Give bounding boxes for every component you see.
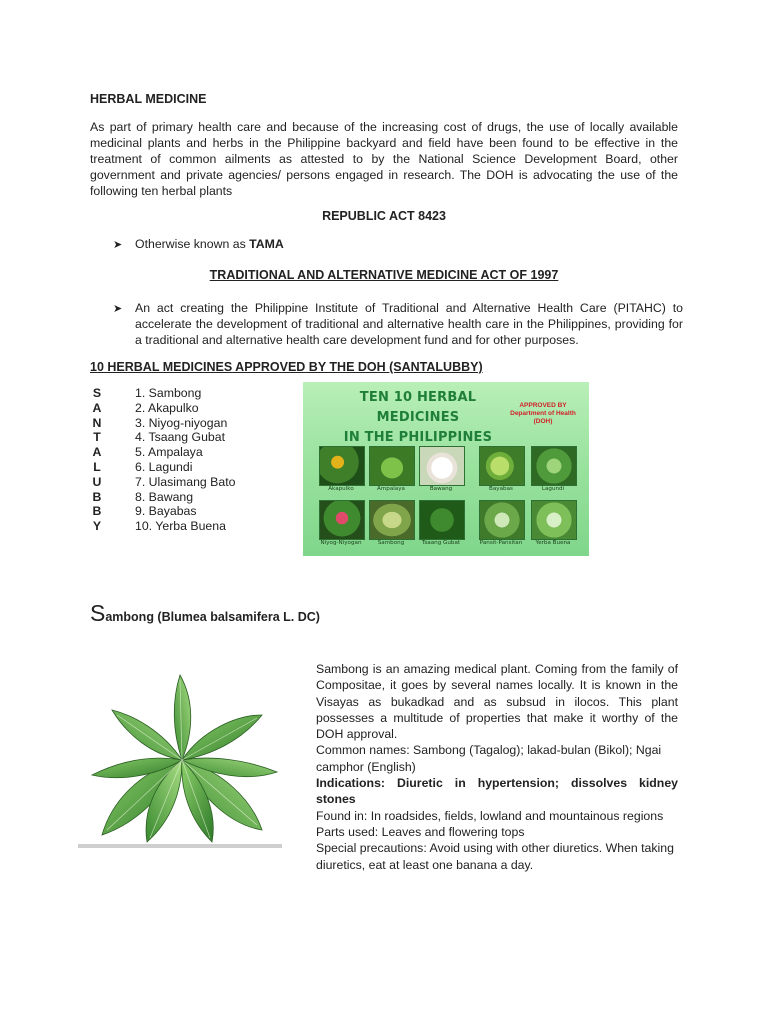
poster-approved-badge: APPROVED BY Department of Health (DOH) — [510, 402, 576, 425]
sambong-common-names: Common names: Sambong (Tagalog); lakad-bulan (Bikol); Ngai camphor (English) — [316, 743, 662, 774]
arrow-bullet-icon: ➤ — [113, 303, 123, 315]
sambong-parts-used: Parts used: Leaves and flowering tops — [316, 824, 525, 839]
bayabas-photo — [479, 446, 525, 486]
acronym-letter: L — [93, 459, 101, 474]
tama-bold: TAMA — [249, 237, 284, 251]
poster-label: Pansit-Pansitan — [479, 540, 523, 546]
republic-act-heading: REPUBLIC ACT 8423 — [322, 209, 446, 223]
acronym-letter: S — [92, 386, 102, 400]
acronym-letter: U — [92, 474, 102, 489]
act-title: TRADITIONAL AND ALTERNATIVE MEDICINE ACT OF 1997 — [209, 268, 559, 282]
bawang-photo — [419, 446, 465, 486]
herb-list-item: 4. Tsaang Gubat — [135, 430, 226, 445]
poster-label: Bawang — [429, 486, 453, 492]
herbal-poster-image — [303, 382, 589, 556]
sambong-description — [316, 661, 678, 873]
poster-label: Tsaang Gubat — [421, 540, 461, 546]
herb-list-item: 5. Ampalaya — [135, 445, 203, 460]
sambong-intro: Sambong is an amazing medical plant. Coming from the family of Compositae, it goes by several names locally. It is known in the Visayas as bukadkad and as subsud in ilocos. This plant possesses a multitude of properties that make it worthy of the DOH approval. — [316, 662, 678, 742]
poster-title: TEN 10 HERBAL MEDICINES IN THE PHILIPPINES — [343, 390, 493, 445]
intro-paragraph: As part of primary health care and because of the increasing cost of drugs, the use of locally available medicinal plants and herbs in the Philippine backyard and field have been found to be effective in the treatment of common ailments as attested to by the National Science Development Board, other government and private agencies/ persons engaged in research. The DOH is advocating the use of the following ten herbal plants — [90, 120, 678, 198]
herb-list-item: 3. Niyog-niyogan — [135, 415, 228, 430]
yerba-buena-photo — [531, 500, 577, 540]
pansit-pansitan-photo — [479, 500, 525, 540]
sambong-indications: Indications: Diuretic in hypertension; dissolves kidney stones — [316, 776, 678, 807]
herb-list-item: 7. Ulasimang Bato — [135, 474, 236, 489]
bullet-tama-text: Otherwise known as TAMA — [135, 237, 284, 251]
herb-list-item: 2. Akapulko — [135, 400, 199, 415]
herb-list-item: 6. Lagundi — [135, 459, 193, 474]
poster-label: Yerba Buena — [535, 540, 571, 546]
page-title: HERBAL MEDICINE — [90, 92, 207, 106]
ten-herbs-heading: 10 HERBAL MEDICINES APPROVED BY THE DOH (SANTALUBBY) — [90, 360, 483, 374]
acronym-letter: A — [92, 445, 102, 460]
poster-label: Akapulko — [328, 486, 354, 492]
herb-list-item: 8. Bawang — [135, 489, 194, 504]
arrow-bullet-icon: ➤ — [113, 239, 123, 251]
herb-list-item: 10. Yerba Buena — [135, 519, 226, 534]
ampalaya-photo — [369, 446, 415, 486]
sambong-heading — [90, 600, 320, 627]
acronym-letter: N — [92, 415, 102, 430]
poster-label: Ampalaya — [377, 486, 405, 492]
sambong-found-in: Found in: In roadsides, fields, lowland and mountainous regions — [316, 808, 664, 823]
lagundi-photo — [531, 446, 577, 486]
acronym-column — [90, 386, 104, 534]
acronym-letter: B — [92, 489, 102, 504]
herb-list-item: 1. Sambong — [135, 386, 202, 400]
sambong-photo — [369, 500, 415, 540]
poster-label: Sambong — [377, 540, 405, 546]
sambong-heading-rest: ambong (Blumea balsamifera L. DC) — [105, 610, 320, 624]
act-description-text: An act creating the Philippine Institute of Traditional and Alternative Health Care (PITAHC) to accelerate the development of traditional and alternative health care in the Philippines, providing for a traditional and alternative health care development fund and for other purposes. — [135, 301, 683, 347]
acronym-letter: B — [92, 504, 102, 519]
sambong-leaves-image — [72, 660, 288, 850]
bullet-tama — [113, 236, 683, 253]
herb-list-item: 9. Bayabas — [135, 504, 197, 519]
bullet-act-description — [113, 300, 683, 348]
sambong-initial: S — [90, 600, 106, 626]
poster-label: Lagundi — [541, 486, 565, 492]
herb-list — [135, 386, 235, 534]
poster-label: Bayabas — [489, 486, 513, 492]
poster-label: Niyog-Niyogan — [320, 540, 362, 546]
tsaang-gubat-photo — [419, 500, 465, 540]
acronym-letter: T — [93, 430, 101, 445]
sambong-precautions: Special precautions: Avoid using with other diuretics. When taking diuretics, eat at least one banana a day. — [316, 841, 674, 872]
niyog-niyogan-photo — [319, 500, 365, 540]
akapulko-photo — [319, 446, 365, 486]
acronym-letter: A — [92, 400, 102, 415]
acronym-letter: Y — [92, 519, 102, 534]
